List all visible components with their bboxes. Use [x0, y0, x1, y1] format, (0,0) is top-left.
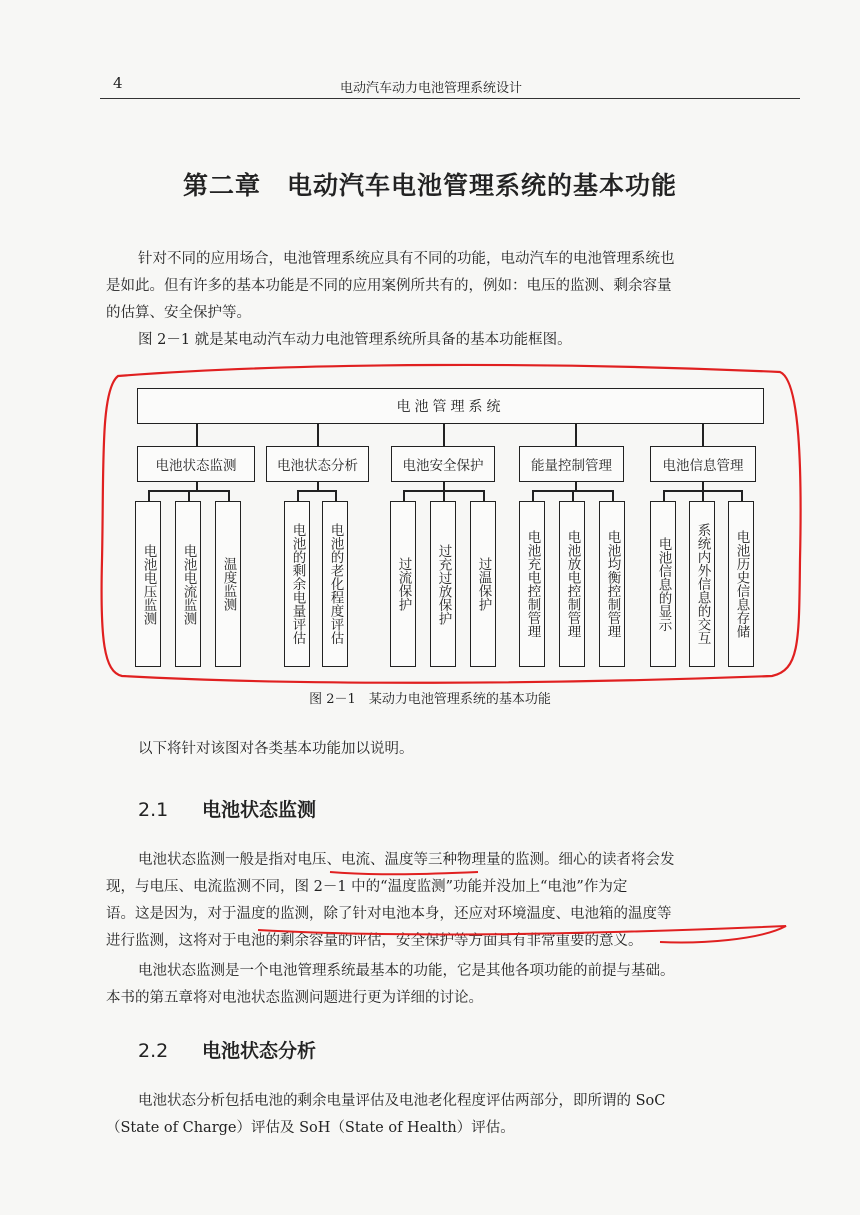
chapter-title: 第二章 电动汽车电池管理系统的基本功能: [182, 171, 677, 200]
function-box: 电池电流监测: [175, 501, 201, 667]
transition-paragraph: 以下将针对该图对各类基本功能加以说明。: [138, 741, 414, 757]
connector: [532, 490, 534, 501]
connector: [575, 424, 577, 446]
section-heading-2-2: 2.2 电池状态分析: [138, 1040, 317, 1062]
connector: [228, 490, 230, 501]
connector: [663, 490, 665, 501]
connector: [483, 490, 485, 501]
connector: [443, 424, 445, 446]
connector: [575, 482, 577, 491]
function-box: 过充过放保护: [430, 501, 456, 667]
module-box-monitoring: 电池状态监测: [137, 446, 255, 482]
intro-paragraph-1: 针对不同的应用场合，电池管理系统应具有不同的功能，电动汽车的电池管理系统也 是如此。但有许多的基本功能是不同的应用案例所共有的，例如：电压的监测、剩余容量 的估算、安全保护等。: [106, 251, 675, 321]
section-2-2-paragraph-1: 电池状态分析包括电池的剩余电量评估及电池老化程度评估两部分，即所谓的 SoC （State of Charge）评估及 SoH（State of Health）评估。: [106, 1093, 666, 1136]
connector: [702, 490, 704, 501]
connector: [188, 490, 190, 501]
connector: [572, 490, 574, 501]
page-number: 4: [113, 74, 123, 92]
module-box-energy-control: 能量控制管理: [519, 446, 624, 482]
function-box: 电池的老化程度评估: [322, 501, 348, 667]
connector: [196, 482, 198, 491]
function-box: 过流保护: [390, 501, 416, 667]
section-heading-2-1: 2.1 电池状态监测: [138, 799, 317, 821]
connector: [297, 490, 335, 492]
connector: [196, 424, 198, 446]
connector: [403, 490, 405, 501]
connector: [612, 490, 614, 501]
connector: [297, 490, 299, 501]
function-box: 电池放电控制管理: [559, 501, 585, 667]
module-box-information: 电池信息管理: [650, 446, 756, 482]
function-box: 电池充电控制管理: [519, 501, 545, 667]
module-box-analysis: 电池状态分析: [266, 446, 369, 482]
running-title: 电动汽车动力电池管理系统设计: [340, 81, 523, 96]
connector: [702, 424, 704, 446]
connector: [148, 490, 150, 501]
intro-paragraph-2: 图 2－1 就是某电动汽车动力电池管理系统所具备的基本功能框图。: [138, 332, 572, 348]
figure-caption: 图 2－1 某动力电池管理系统的基本功能: [309, 692, 551, 707]
module-box-protection: 电池安全保护: [391, 446, 495, 482]
function-box: 过温保护: [470, 501, 496, 667]
connector: [317, 424, 319, 446]
function-box: 电池信息的显示: [650, 501, 676, 667]
function-box: 电池均衡控制管理: [599, 501, 625, 667]
section-2-1-paragraph-1: 电池状态监测一般是指对电压、电流、温度等三种物理量的监测。细心的读者将会发 现，与电压、电流监测不同，图 2－1 中的“温度监测”功能并没加上“电池”作为定 语。这是因为，对于温度的监测，除了针对电池本身，还应对环境温度、电池箱的温度等 进行监测，这将对于电池的剩余容量的评估，安全保护等方面具有非常重要的意义。: [106, 852, 675, 949]
function-box: 电池电压监测: [135, 501, 161, 667]
connector: [317, 482, 319, 491]
root-box: 电池管理系统: [137, 388, 764, 424]
section-2-1-paragraph-2: 电池状态监测是一个电池管理系统最基本的功能，它是其他各项功能的前提与基础。 本书的第五章将对电池状态监测问题进行更为详细的讨论。: [106, 963, 675, 1006]
function-box: 温度监测: [215, 501, 241, 667]
connector: [443, 490, 445, 501]
function-box: 电池的剩余电量评估: [284, 501, 310, 667]
function-box: 系统内外信息的交互: [689, 501, 715, 667]
connector: [335, 490, 337, 501]
function-box: 电池历史信息存储: [728, 501, 754, 667]
connector: [741, 490, 743, 501]
